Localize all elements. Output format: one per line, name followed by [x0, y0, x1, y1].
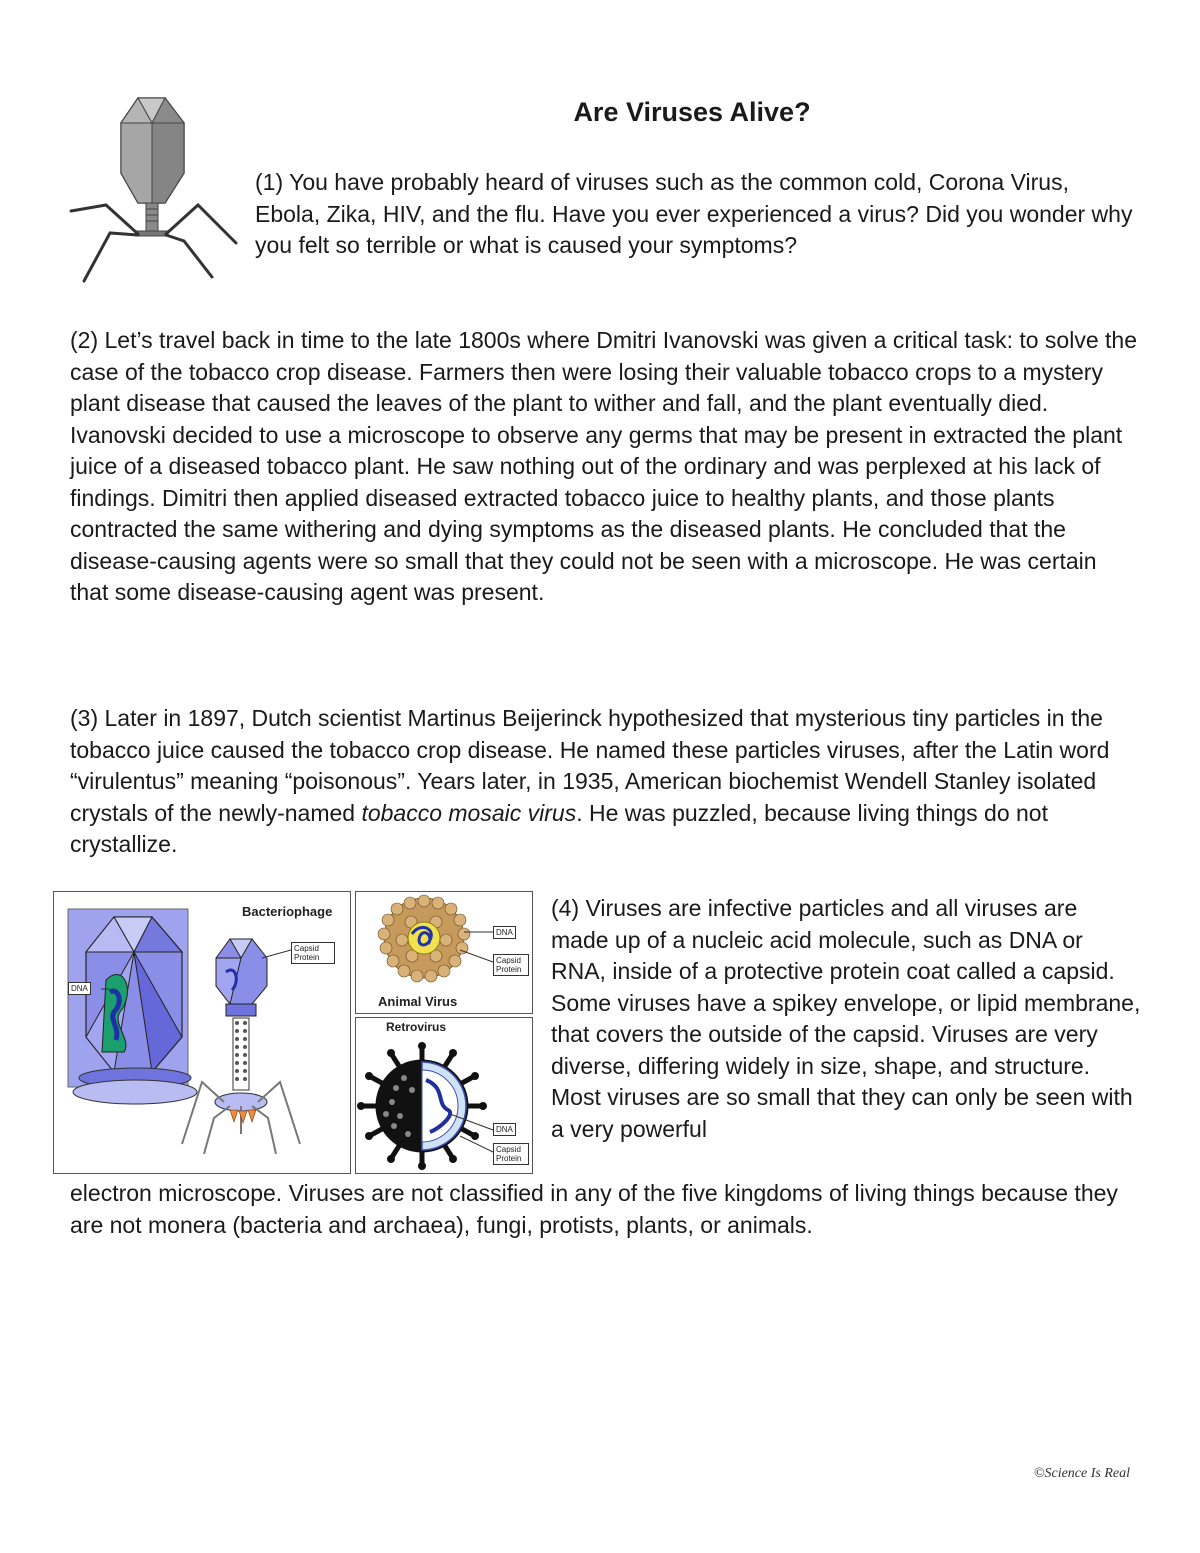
retrovirus-label: Retrovirus: [386, 1020, 447, 1034]
paragraph-3: [70, 703, 1140, 861]
paragraph-3-text-a: (3) Later in 1897, Dutch scientist Martinus Beijerinck hypothesized that mysterious tiny particles in the tobacco juice caused the tobacco crop disease. He named these particles viruses, after the Latin word “virulentus” meaning “poisonous”. Years later, in 1935, American biochemist Wendell Stanley isolated crystals of the newly-named: [70, 705, 1110, 826]
bacteriophage-label: Bacteriophage: [242, 904, 333, 919]
paragraph-4-part-1: (4) Viruses are infective particles and all viruses are made up of a nucleic acid molecule, such as DNA or RNA, inside of a protective protein coat called a capsid. Some viruses have a spikey envelope, or lipid membrane, that covers the outside of the capsid. Viruses are very diverse, differing widely in size, shape, and structure. Most viruses are so small that they can only be seen with a very powerful: [551, 895, 1141, 1142]
paragraph-4-part-2: electron microscope. Viruses are not classified in any of the five kingdoms of living things because they are not monera (bacteria and archaea), fungi, protists, plants, or animals.: [70, 1180, 1118, 1238]
page-title: Are Viruses Alive?: [573, 97, 811, 127]
bacteriophage-panel: [53, 891, 351, 1174]
retro-capsid-tag: Capsid Protein: [493, 1143, 529, 1165]
paragraph-3-text-b: . He was puzzled, because living things do not crystallize.: [70, 799, 1048, 857]
copyright-footer: ©Science Is Real: [1033, 1466, 1130, 1481]
bacteriophage-diagram: [54, 892, 352, 1175]
animal-virus-panel: [355, 891, 533, 1014]
capsid-protein-tag: Capsid Protein: [291, 942, 335, 964]
animal-dna-tag: DNA: [493, 926, 516, 939]
retro-dna-tag: DNA: [493, 1123, 516, 1136]
paragraph-2: (2) Let’s travel back in time to the late 1800s where Dmitri Ivanovski was given a critical task: to solve the case of the tobacco crop disease. Farmers then were losing their valuable tobacco crops to a mystery plant disease that caused the leaves of the plant to wither and fall, and the plant eventually died. Ivanovski decided to use a microscope to observe any germs that may be present in extracted the plant juice of a diseased tobacco plant. He saw nothing out of the ordinary and was perplexed at his lack of findings. Dimitri then applied diseased extracted tobacco juice to healthy plants, and those plants contracted the same withering and dying symptoms as the diseased plants. He concluded that the disease-causing agents were so small that they could not be seen with a microscope. He was certain that some disease-causing agent was present.: [70, 327, 1137, 605]
retrovirus-panel: [355, 1017, 533, 1174]
dna-tag: DNA: [68, 982, 91, 995]
paragraph-3-italic: tobacco mosaic virus: [361, 799, 577, 826]
animal-capsid-tag: Capsid Protein: [493, 954, 529, 976]
virus-figure: [53, 891, 533, 1174]
paragraph-1: (1) You have probably heard of viruses such as the common cold, Corona Virus, Ebola, Zika, HIV, and the flu. Have you ever experienced a virus? Did you wonder why you felt so terrible or what is caused your symptoms?: [255, 169, 1133, 258]
animal-virus-label: Animal Virus: [378, 994, 458, 1009]
